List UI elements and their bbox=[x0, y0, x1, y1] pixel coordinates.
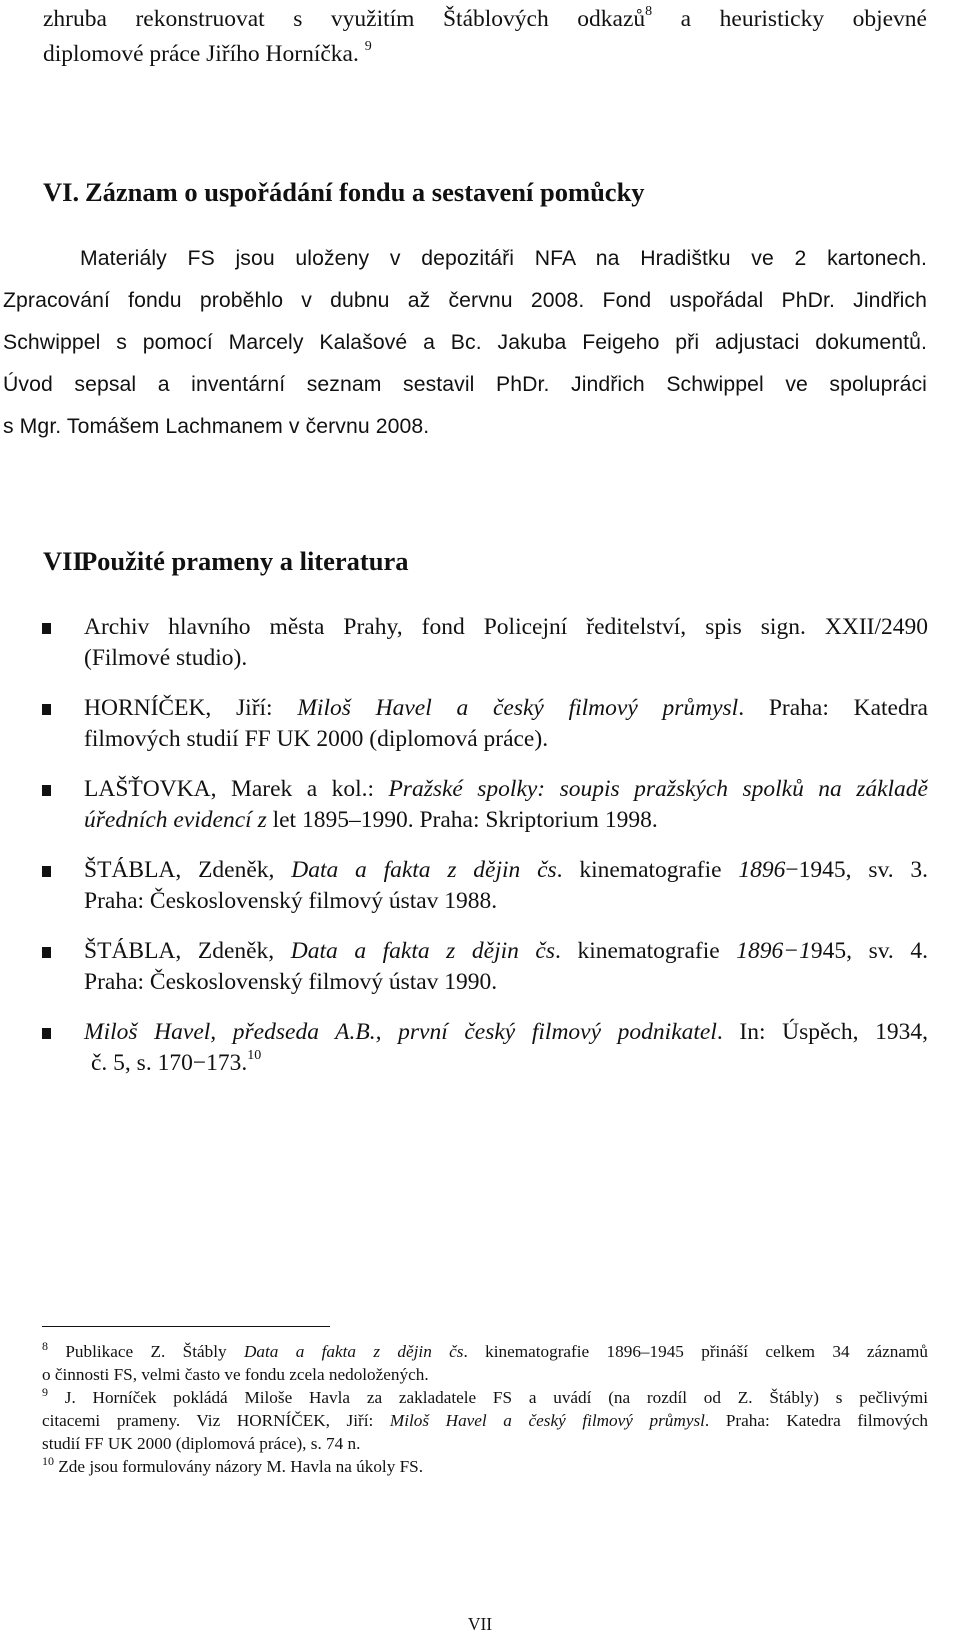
section-6-number: VI. bbox=[43, 177, 80, 207]
bibliography-item: LAŠŤOVKA, Marek a kol.: Pražské spolky: soupis pražských spolků na základě úředních evidencí z let 1895–1990. Praha: Skriptorium 1998. bbox=[42, 774, 928, 836]
bibliography-item: HORNÍČEK, Jiří: Miloš Havel a český filmový průmysl. Praha: Katedra filmových studií FF UK 2000 (diplomová práce). bbox=[42, 693, 928, 755]
section-6-line-5: s Mgr. Tomášem Lachmanem v červnu 2008. bbox=[3, 415, 430, 438]
bibliography-item: Archiv hlavního města Prahy, fond Policejní ředitelství, spis sign. XXII/2490 (Filmové studio). bbox=[42, 612, 928, 674]
intro-line-1: zhruba rekonstruovat s využitím Štáblových odkazů$^8$ a heuristicky objevné bbox=[43, 4, 927, 32]
footnote-10: $^{10}$ Zde jsou formulovány názory M. Havla na úkoly FS. bbox=[42, 1454, 423, 1476]
bibliography-item: Miloš Havel, předseda A.B., první český filmový podnikatel. In: Úspěch, 1934, č. 5, s. 170−173.10 bbox=[42, 1017, 928, 1079]
section-7-number: VII. bbox=[43, 546, 90, 576]
intro-line-2: diplomové práce Jiřího Horníčka. $^9$ bbox=[43, 39, 372, 67]
bullet-icon bbox=[42, 704, 51, 715]
bullet-icon bbox=[42, 785, 51, 796]
bullet-icon bbox=[42, 1028, 51, 1039]
section-6-line-2: Zpracování fondu proběhlo v dubnu až červnu 2008. Fond uspořádal PhDr. Jindřich bbox=[3, 289, 927, 312]
section-6-heading bbox=[43, 174, 927, 210]
section-6-line-3: Schwippel s pomocí Marcely Kalašové a Bc. Jakuba Feigeho při adjustaci dokumentů. bbox=[3, 331, 927, 354]
bibliography-list bbox=[42, 612, 928, 1098]
bullet-icon bbox=[42, 866, 51, 877]
footnotes bbox=[42, 1340, 928, 1478]
page-number: VII bbox=[467, 1614, 493, 1634]
footnote-separator bbox=[42, 1326, 330, 1327]
section-7-title: Použité prameny a literatura bbox=[81, 546, 409, 576]
bullet-icon bbox=[42, 623, 51, 634]
section-7-heading bbox=[43, 543, 927, 579]
section-6-body bbox=[3, 238, 927, 448]
bibliography-item: ŠTÁBLA, Zdeněk, Data a fakta z dějin čs. kinematografie 1896−1945, sv. 3. Praha: Československý filmový ústav 1988. bbox=[42, 855, 928, 917]
bullet-icon bbox=[42, 947, 51, 958]
bibliography-item: ŠTÁBLA, Zdeněk, Data a fakta z dějin čs. kinematografie 1896−1945, sv. 4. Praha: Československý filmový ústav 1990. bbox=[42, 936, 928, 998]
section-6-title: Záznam o uspořádání fondu a sestavení pomůcky bbox=[85, 177, 645, 207]
section-6-line-4: Úvod sepsal a inventární seznam sestavil PhDr. Jindřich Schwippel ve spolupráci bbox=[3, 373, 927, 396]
section-6-line-1: Materiály FS jsou uloženy v depozitáři NFA na Hradištku ve 2 kartonech. bbox=[80, 247, 927, 270]
footnote-ref-8[interactable]: 8 bbox=[645, 4, 653, 19]
footnote-9: $^9$ J. Horníček pokládá Miloše Havla za zakladatele FS a uvádí (na rozdíl od Z. Štábly) s pečlivými citacemi prameny. Viz HORNÍČEK, Jiří: Miloš Havel a český filmový průmysl. Praha: Katedra filmových studií FF UK 2000 (diplomová práce), s. 74 n. bbox=[42, 1385, 928, 1453]
footnote-ref-9[interactable]: 9 bbox=[364, 39, 372, 54]
intro-paragraph bbox=[43, 2, 927, 72]
footnote-8: $^8$ Publikace Z. Štábly Data a fakta z dějin čs. kinematografie 1896–1945 přináší celkem 34 záznamů o činnosti FS, velmi často ve fondu zcela nedoložených. bbox=[42, 1339, 928, 1384]
footnote-ref-10[interactable]: 10 bbox=[247, 1048, 262, 1063]
